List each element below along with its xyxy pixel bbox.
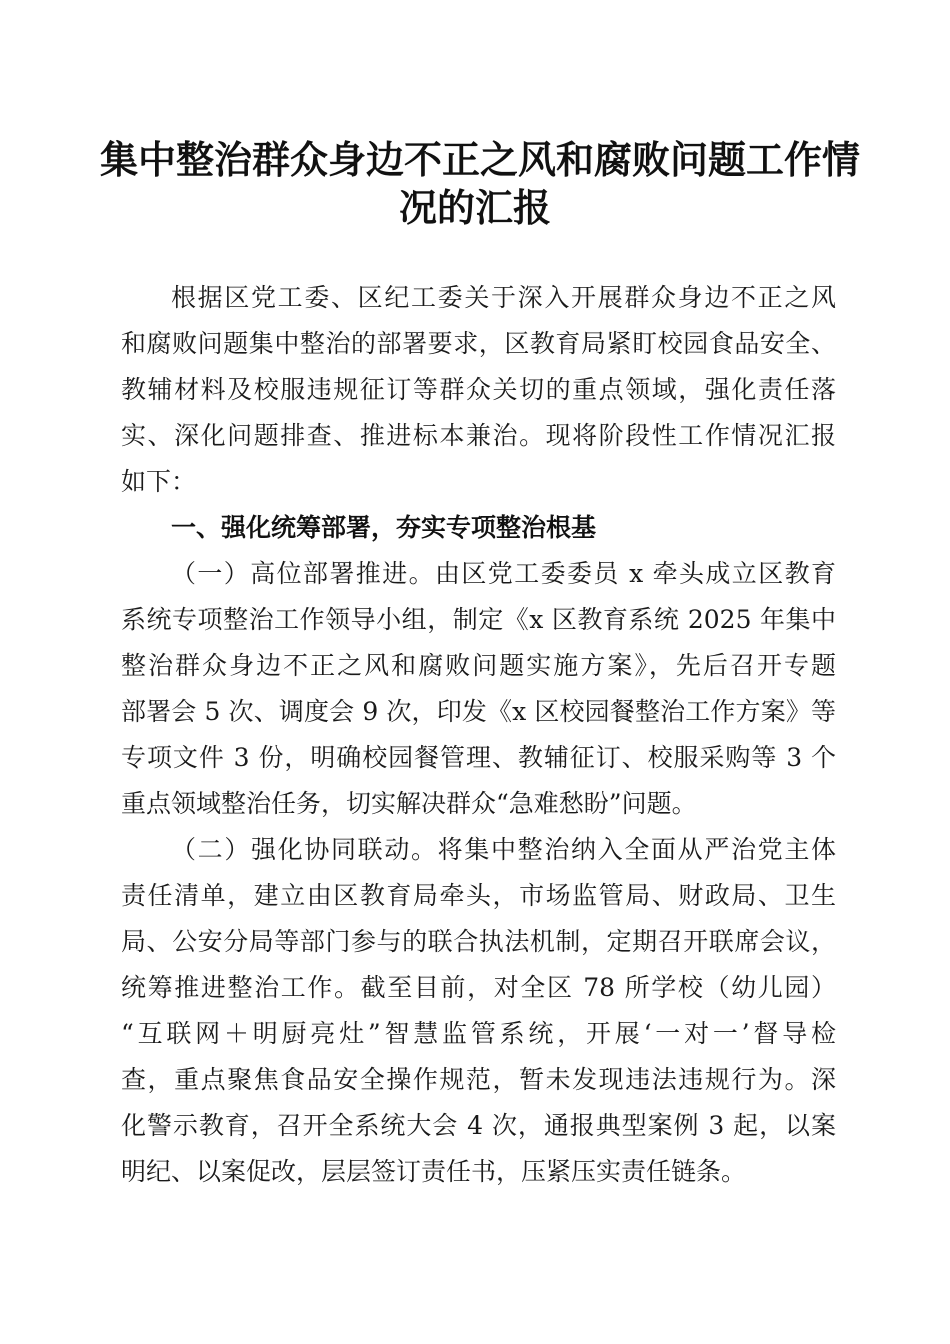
paragraph-1-line: 整治群众身边不正之风和腐败问题实施方案》，先后召开专题 [121,651,836,680]
paragraph-2-line: “互联网＋明厨亮灶”智慧监管系统，开展‘一对一’督导检 [121,1019,836,1048]
paragraph-2-line: 局、公安分局等部门参与的联合执法机制，定期召开联席会议， [121,927,836,956]
intro-line: 和腐败问题集中整治的部署要求，区教育局紧盯校园食品安全、 [121,329,836,358]
intro-line: 实、深化问题排查、推进标本兼治。现将阶段性工作情况汇报 [121,421,836,450]
paragraph-1-line: 重点领域整治任务，切实解决群众“急难愁盼”问题。 [121,789,697,818]
document-title-line-2: 况的汇报 [398,185,551,230]
paragraph-2-line: 查，重点聚焦食品安全操作规范，暂未发现违法违规行为。深 [121,1065,836,1094]
paragraph-1-line: 部署会 5 次、调度会 9 次，印发《x 区校园餐整治工作方案》等 [121,697,836,726]
paragraph-2-line: 化警示教育，召开全系统大会 4 次，通报典型案例 3 起，以案 [121,1111,836,1140]
intro-line: 教辅材料及校服违规征订等群众关切的重点领域，强化责任落 [121,375,836,404]
paragraph-2-line: （二）强化协同联动。将集中整治纳入全面从严治党主体 [171,835,836,864]
paragraph-2-line: 统筹推进整治工作。截至目前，对全区 78 所学校（幼儿园） [121,973,836,1002]
paragraph-1-line: 系统专项整治工作领导小组，制定《x 区教育系统 2025 年集中 [121,605,836,634]
section-1-heading: 一、强化统筹部署，夯实专项整治根基 [171,513,597,542]
intro-line: 如下： [121,467,197,496]
paragraph-2-line: 明纪、以案促改，层层签订责任书，压紧压实责任链条。 [121,1157,747,1186]
intro-line: 根据区党工委、区纪工委关于深入开展群众身边不正之风 [171,283,836,312]
paragraph-1-line: 专项文件 3 份，明确校园餐管理、教辅征订、校服采购等 3 个 [121,743,836,772]
paragraph-2-line: 责任清单，建立由区教育局牵头，市场监管局、财政局、卫生 [121,881,836,910]
paragraph-1-line: （一）高位部署推进。由区党工委委员 x 牵头成立区教育 [171,559,836,588]
document-title-line-1: 集中整治群众身边不正之风和腐败问题工作情 [100,137,861,182]
